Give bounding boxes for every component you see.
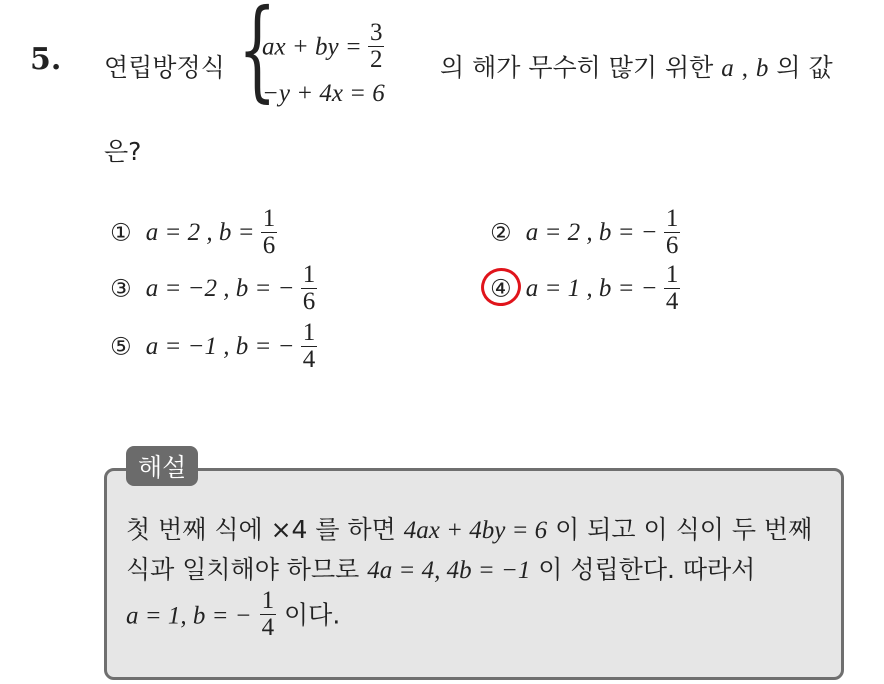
solution-line-3-math: a = 1, b = − <box>126 602 252 630</box>
problem-suffix: 의 해가 무수히 많기 위한 <box>440 53 714 82</box>
equation-2 <box>262 80 385 108</box>
choice-2-mark: ② <box>490 218 512 247</box>
solution-line-3-fraction <box>260 588 277 642</box>
problem-prefix: 연립방정식 <box>104 53 225 82</box>
choice-4-fraction <box>664 262 681 316</box>
solution-tag: 해설 <box>126 446 198 486</box>
choice-1-mark: ① <box>110 218 132 247</box>
choice-5-numerator: 1 <box>302 319 316 346</box>
solution-line-2-math: 4a = 4, 4b = −1 <box>367 557 531 584</box>
choice-2[interactable] <box>490 205 680 262</box>
choice-3-text: a = −2 , b = − <box>145 275 295 303</box>
choice-5-mark: ⑤ <box>110 332 132 361</box>
solution-line-3-text-b: 이다. <box>284 600 341 630</box>
equation-1-fraction <box>368 20 385 74</box>
choice-4-numerator: 1 <box>665 261 679 288</box>
choice-5[interactable] <box>110 319 317 376</box>
choice-3-mark: ③ <box>110 274 132 303</box>
solution-line-1 <box>126 510 812 546</box>
choice-3-fraction <box>301 262 318 316</box>
equation-1-numerator: 3 <box>369 19 383 46</box>
problem-number: 5. <box>30 42 62 77</box>
variable-a: a <box>721 55 734 82</box>
choice-4[interactable] <box>490 261 680 318</box>
equation-1 <box>262 19 384 76</box>
choice-3[interactable] <box>110 261 317 318</box>
choice-1[interactable] <box>110 205 277 262</box>
equation-1-lhs: ax + by = <box>262 33 362 61</box>
equation-1-denominator: 2 <box>369 46 383 74</box>
choice-2-fraction <box>664 206 681 260</box>
variable-b: b <box>755 55 769 82</box>
equation-2-text: −y + 4x = 6 <box>262 80 385 107</box>
solution-line-2-text-a: 식과 일치해야 하므로 <box>126 555 360 584</box>
choice-5-text: a = −1 , b = − <box>145 333 295 361</box>
choice-2-text: a = 2 , b = − <box>525 219 658 247</box>
choice-4-mark: ④ <box>490 274 512 303</box>
problem-suffix-line <box>440 48 833 84</box>
choice-1-fraction <box>261 206 278 260</box>
choice-2-numerator: 1 <box>665 205 679 232</box>
solution-line-3-numerator: 1 <box>261 587 275 614</box>
variable-comma: , <box>741 55 748 82</box>
choice-5-denominator: 4 <box>302 346 316 374</box>
solution-line-3 <box>126 587 341 644</box>
choice-4-text: a = 1 , b = − <box>525 275 658 303</box>
solution-line-2-text-b: 이 성립한다. 따라서 <box>538 555 756 584</box>
solution-line-1-text-a: 첫 번째 식에 ×4 를 하면 <box>126 515 396 544</box>
choice-3-denominator: 6 <box>302 288 316 316</box>
problem-value-word: 의 값 <box>776 53 833 82</box>
choice-1-numerator: 1 <box>262 205 276 232</box>
problem-line2: 은? <box>104 137 142 166</box>
solution-line-3-denominator: 4 <box>261 614 275 642</box>
solution-line-1-text-b: 이 되고 이 식이 두 번째 <box>555 515 813 544</box>
choice-4-denominator: 4 <box>665 288 679 316</box>
choice-1-text: a = 2 , b = <box>145 219 255 247</box>
choice-2-denominator: 6 <box>665 232 679 260</box>
choice-3-numerator: 1 <box>302 261 316 288</box>
solution-line-1-math: 4ax + 4by = 6 <box>403 517 548 544</box>
solution-line-2 <box>126 550 755 586</box>
choice-5-fraction <box>301 320 318 374</box>
choice-1-denominator: 6 <box>262 232 276 260</box>
system-brace: { <box>238 0 277 113</box>
